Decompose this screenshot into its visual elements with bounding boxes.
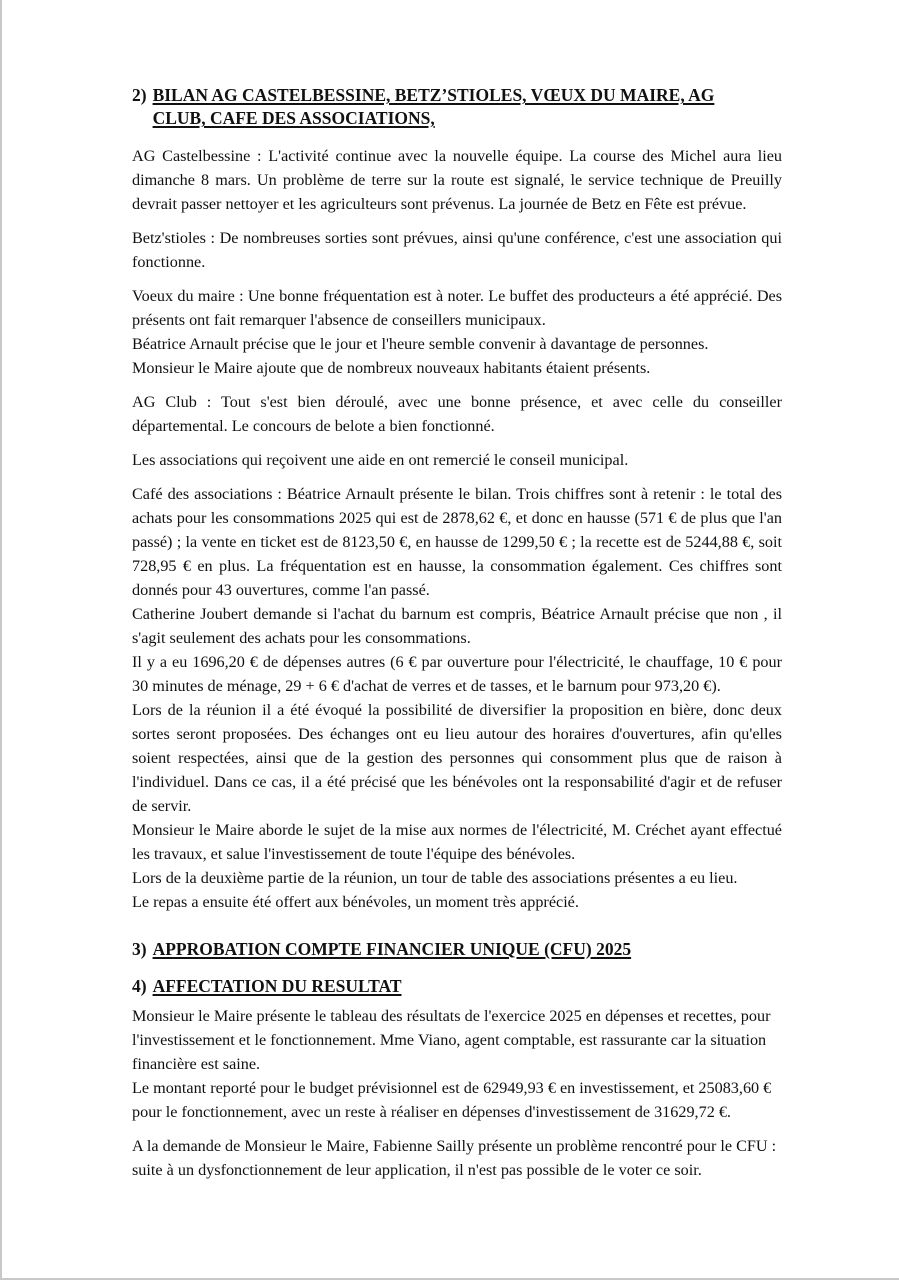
document-content bbox=[132, 84, 782, 1182]
paragraph-maire-habitants: Monsieur le Maire ajoute que de nombreux nouveaux habitants étaient présents. bbox=[132, 359, 651, 377]
paragraph-tableau-resultats: Monsieur le Maire présente le tableau des résultats de l'exercice 2025 en dépenses et recettes, pour l'investissement et le fonctionnement. Mme Viano, agent comptable, est rassurante car la situation financière est saine. bbox=[132, 1007, 771, 1073]
section-number: 3) bbox=[132, 939, 147, 959]
paragraph-ag-castelbessine: AG Castelbessine : L'activité continue avec la nouvelle équipe. La course des Michel aura lieu dimanche 8 mars. Un problème de terre sur la route est signalé, le service technique de Preuilly devrait passer nettoyer et les agriculteurs sont prévenus. La journée de Betz en Fête est prévue. bbox=[132, 147, 782, 213]
paragraph-electricite: Monsieur le Maire aborde le sujet de la mise aux normes de l'électricité, M. Créchet ayant effectué les travaux, et salue l'investissement de toute l'équipe des bénévoles. bbox=[132, 821, 782, 863]
paragraph-depenses-autres: Il y a eu 1696,20 € de dépenses autres (6 € par ouverture pour l'électricité, le chauffage, 10 € pour 30 minutes de ménage, 29 + 6 € d'achat de verres et de tasses, et le barnum pour 973,20 €). bbox=[132, 653, 782, 695]
paragraph-ag-club: AG Club : Tout s'est bien déroulé, avec une bonne présence, et avec celle du conseiller départemental. Le concours de belote a bien fonctionné. bbox=[132, 393, 782, 435]
section-title: APPROBATION COMPTE FINANCIER UNIQUE (CFU) 2025 bbox=[152, 939, 632, 959]
paragraph-cfu-probleme: A la demande de Monsieur le Maire, Fabienne Sailly présente un problème rencontré pour le CFU : suite à un dysfonctionnement de leur application, il n'est pas possible de le voter ce soir. bbox=[132, 1137, 777, 1179]
section-3-heading bbox=[132, 938, 782, 961]
paragraph-montant-reporte: Le montant reporté pour le budget prévisionnel est de 62949,93 € en investissement, et 25083,60 € pour le fonctionnement, avec un reste à réaliser en dépenses d'investissement de 31629,72 €. bbox=[132, 1079, 772, 1121]
paragraph-voeux-du-maire: Voeux du maire : Une bonne fréquentation est à noter. Le buffet des producteurs a été apprécié. Des présents ont fait remarquer l'absence de conseillers municipaux. bbox=[132, 287, 782, 329]
paragraph-betzstioles: Betz'stioles : De nombreuses sorties sont prévues, ainsi qu'une conférence, c'est une association qui fonctionne. bbox=[132, 229, 782, 271]
section-title: AFFECTATION DU RESULTAT bbox=[152, 976, 402, 996]
paragraph-tour-de-table: Lors de la deuxième partie de la réunion, un tour de table des associations présentes a eu lieu. bbox=[132, 869, 738, 887]
section-title: BILAN AG CASTELBESSINE, BETZ’STIOLES, VŒUX DU MAIRE, AG CLUB, CAFE DES ASSOCIATIONS, bbox=[152, 85, 715, 128]
paragraph-associations-aide: Les associations qui reçoivent une aide en ont remercié le conseil municipal. bbox=[132, 451, 629, 469]
paragraph-repas: Le repas a ensuite été offert aux bénévoles, un moment très apprécié. bbox=[132, 893, 579, 911]
section-number: 4) bbox=[132, 976, 147, 996]
paragraph-catherine-joubert: Catherine Joubert demande si l'achat du barnum est compris, Béatrice Arnault précise que non , il s'agit seulement des achats pour les consommations. bbox=[132, 605, 782, 647]
section-4-heading bbox=[132, 975, 782, 998]
paragraph-beatrice-arnault: Béatrice Arnault précise que le jour et l'heure semble convenir à davantage de personnes. bbox=[132, 335, 709, 353]
section-number: 2) bbox=[132, 85, 147, 105]
paragraph-reunion-biere: Lors de la réunion il a été évoqué la possibilité de diversifier la proposition en bière, donc deux sortes seront proposées. Des échanges ont eu lieu autour des horaires d'ouvertures, afin qu'elles soient respectées, ainsi que de la gestion des personnes qui consomment plus que de raison à l'individuel. Dans ce cas, il a été précisé que les bénévoles ont la responsabilité d'agir et de refuser de servir. bbox=[132, 701, 782, 815]
section-2-heading bbox=[132, 84, 782, 130]
paragraph-cafe-associations: Café des associations : Béatrice Arnault présente le bilan. Trois chiffres sont à retenir : le total des achats pour les consommations 2025 qui est de 2878,62 €, et donc en hausse (571 € de plus que l'an passé) ; la vente en ticket est de 8123,50 €, en hausse de 1299,50 € ; la recette est de 5244,88 €, soit 728,95 € en plus. La fréquentation est en hausse, la consommation également. Ces chiffres sont donnés pour 43 ouvertures, comme l'an passé. bbox=[132, 485, 782, 599]
